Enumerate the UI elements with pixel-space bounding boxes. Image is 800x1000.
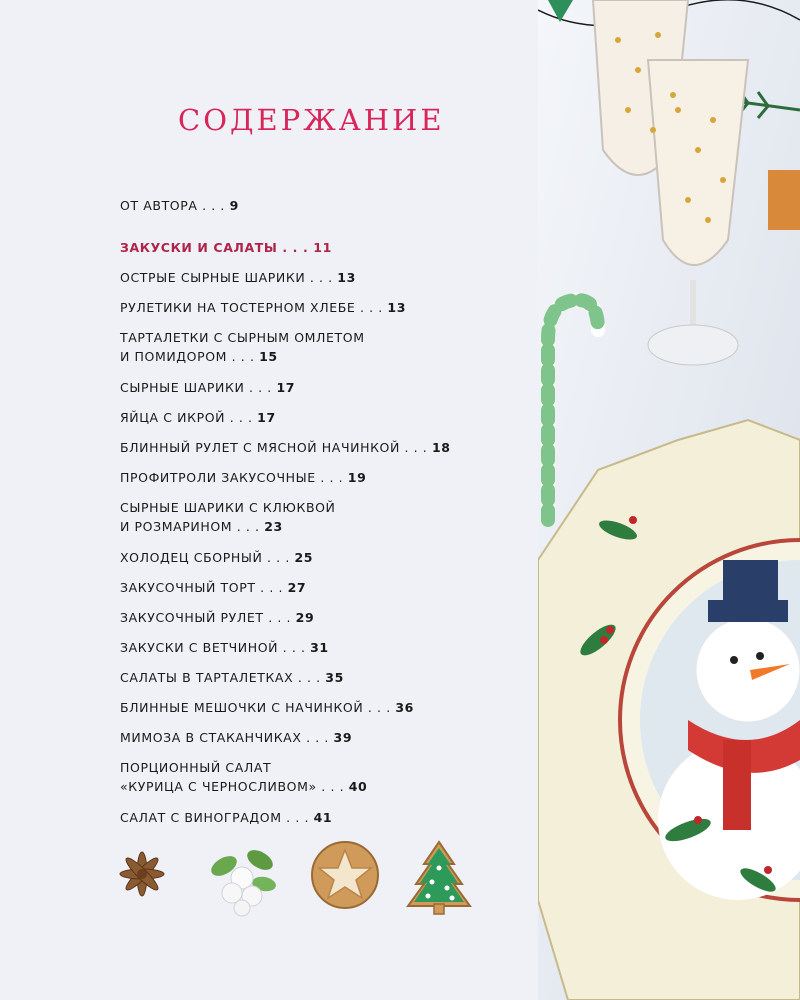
toc-entry-title: РУЛЕТИКИ НА ТОСТЕРНОМ ХЛЕБЕ . . . 13 xyxy=(120,300,406,315)
toc-page-number: 40 xyxy=(348,779,368,794)
toc-entry xyxy=(120,328,365,366)
toc-entry-title: БЛИННЫЙ РУЛЕТ С МЯСНОЙ НАЧИНКОЙ . . . 18 xyxy=(120,440,451,455)
toc-leader: . . . xyxy=(255,580,288,595)
toc-page-number: 41 xyxy=(313,810,333,825)
toc-entry-title: ХОЛОДЕЦ СБОРНЫЙ . . . 25 xyxy=(120,550,314,565)
decorations-row xyxy=(110,838,490,928)
toc-leader: . . . xyxy=(232,519,265,534)
toc-leader: . . . xyxy=(278,640,311,655)
toc-entry-title: САЛАТ С ВИНОГРАДОМ . . . 41 xyxy=(120,810,333,825)
toc-entry-title: «КУРИЦА С ЧЕРНОСЛИВОМ» . . . 40 xyxy=(120,779,368,794)
toc-page-number: 19 xyxy=(347,470,367,485)
toc-leader: . . . xyxy=(363,700,396,715)
toc-page-number: 29 xyxy=(295,610,315,625)
toc-leader: . . . xyxy=(301,730,334,745)
toc-entry-title: БЛИННЫЕ МЕШОЧКИ С НАЧИНКОЙ . . . 36 xyxy=(120,700,414,715)
tree-cookie-icon xyxy=(402,838,476,918)
toc-entry-title: ОСТРЫЕ СЫРНЫЕ ШАРИКИ . . . 13 xyxy=(120,270,356,285)
toc-leader: . . . xyxy=(225,410,258,425)
toc-entry-title: ЗАКУСКИ С ВЕТЧИНОЙ . . . 31 xyxy=(120,640,329,655)
toc-entry xyxy=(120,758,367,796)
toc-page-number: 27 xyxy=(287,580,307,595)
toc-leader: . . . xyxy=(355,300,388,315)
toc-entry-title: И РОЗМАРИНОМ . . . 23 xyxy=(120,519,283,534)
festive-table-photo xyxy=(538,0,800,1000)
toc-entry-title: ТАРТАЛЕТКИ С СЫРНЫМ ОМЛЕТОМ xyxy=(120,330,365,345)
toc-entry xyxy=(120,808,332,827)
star-cookie-icon xyxy=(308,838,382,912)
star-anise-icon xyxy=(110,838,174,910)
toc-entry xyxy=(120,408,276,427)
toc-entry xyxy=(120,548,313,567)
toc-page-number: 18 xyxy=(431,440,451,455)
toc-page-number: 11 xyxy=(313,240,332,255)
toc-entry xyxy=(120,438,451,457)
toc-page-number: 17 xyxy=(276,380,296,395)
toc-entry-title: ПОРЦИОННЫЙ САЛАТ xyxy=(120,760,272,775)
toc-entry xyxy=(120,378,295,397)
page-title: СОДЕРЖАНИЕ xyxy=(178,103,445,138)
toc-entry-title: И ПОМИДОРОМ . . . 15 xyxy=(120,349,278,364)
toc-leader: . . . xyxy=(197,198,230,213)
toc-page-number: 9 xyxy=(229,198,239,213)
toc-leader: . . . xyxy=(399,440,432,455)
toc-entry xyxy=(120,728,352,747)
toc-leader: . . . xyxy=(281,810,314,825)
toc-entry-title: ЯЙЦА С ИКРОЙ . . . 17 xyxy=(120,410,276,425)
toc-entry-title: ОТ АВТОРА . . . 9 xyxy=(120,198,239,213)
toc-page-number: 36 xyxy=(395,700,414,715)
toc-page-number: 35 xyxy=(325,670,344,685)
toc-leader: . . . xyxy=(262,550,295,565)
toc-page-number: 23 xyxy=(264,519,283,534)
toc-entry xyxy=(120,698,414,717)
snowberry-icon xyxy=(202,838,282,918)
toc-page-number: 25 xyxy=(294,550,314,565)
toc-page-number: 15 xyxy=(259,349,278,364)
toc-page-number: 13 xyxy=(387,300,406,315)
toc-entry-title: ПРОФИТРОЛИ ЗАКУСОЧНЫЕ . . . 19 xyxy=(120,470,367,485)
toc-leader: . . . xyxy=(277,240,314,255)
toc-entry-title: ЗАКУСОЧНЫЙ РУЛЕТ . . . 29 xyxy=(120,610,315,625)
toc-entry xyxy=(120,578,306,597)
toc-entry xyxy=(120,608,314,627)
toc-leader: . . . xyxy=(263,610,296,625)
toc-entry xyxy=(120,298,406,317)
toc-entry xyxy=(120,668,344,687)
toc-page-number: 31 xyxy=(310,640,329,655)
toc-entry-title: МИМОЗА В СТАКАНЧИКАХ . . . 39 xyxy=(120,730,353,745)
toc-page-number: 17 xyxy=(257,410,276,425)
toc-leader: . . . xyxy=(315,470,348,485)
toc-entry-title: ЗАКУСКИ И САЛАТЫ . . . 11 xyxy=(120,240,332,255)
toc-entry-title: СЫРНЫЕ ШАРИКИ . . . 17 xyxy=(120,380,296,395)
toc-page-number: 13 xyxy=(337,270,356,285)
toc-leader: . . . xyxy=(316,779,349,794)
toc-entry xyxy=(120,468,366,487)
toc-entry xyxy=(120,268,356,287)
toc-entry xyxy=(120,196,239,215)
toc-leader: . . . xyxy=(305,270,338,285)
toc-leader: . . . xyxy=(227,349,260,364)
toc-entry xyxy=(120,498,336,536)
toc-section-entry xyxy=(120,238,332,257)
toc-page-number: 39 xyxy=(333,730,353,745)
toc-entry xyxy=(120,638,329,657)
toc-entry-title: СЫРНЫЕ ШАРИКИ С КЛЮКВОЙ xyxy=(120,500,336,515)
toc-leader: . . . xyxy=(244,380,277,395)
toc-entry-title: САЛАТЫ В ТАРТАЛЕТКАХ . . . 35 xyxy=(120,670,344,685)
toc-entry-title: ЗАКУСОЧНЫЙ ТОРТ . . . 27 xyxy=(120,580,307,595)
toc-leader: . . . xyxy=(293,670,326,685)
